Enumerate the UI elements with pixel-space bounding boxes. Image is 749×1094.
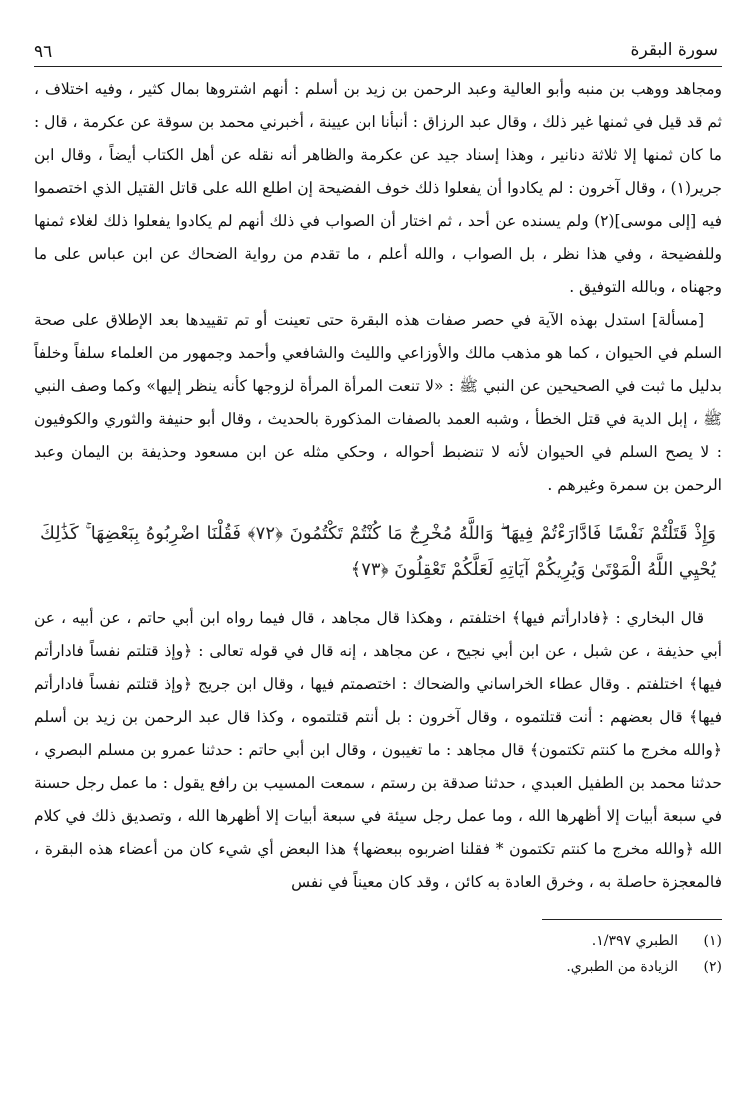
footnote-number: (١) (703, 933, 722, 949)
surah-name: سورة البقرة (630, 40, 718, 60)
paragraph: ومجاهد ووهب بن منبه وأبو العالية وعبد الرحمن بن زيد بن أسلم : أنهم اشتروها بمال كثير ، وفيه اختلاف ، ثم قد قيل في ثمنها غير ذلك ، وقال عبد الرزاق : أنبأنا ابن عيينة ، أخبرني محمد بن سوقة عن عكرمة ، قال : ما كان ثمنها إلا ثلاثة دنانير ، وهذا إسناد جيد عن عكرمة والظاهر أنه نقله عن أهل الكتاب أيضاً ، وقال ابن جرير(١) ، وقال آخرون : لم يكادوا أن يفعلوا ذلك خوف الفضيحة إن اطلع الله على قاتل القتيل الذي اختصموا فيه [إلى موسى](٢) ولم يسنده عن أحد ، ثم اختار أن الصواب في ذلك أنهم لم يكادوا يفعلوا ذلك لغلاء ثمنها وللفضيحة ، وفي هذا نظر ، بل الصواب ، والله أعلم ، ما تقدم من رواية الضحاك عن ابن عباس على ما وجهناه ، وبالله التوفيق . (34, 80, 723, 296)
paragraph-masalah: [مسألة] استدل بهذه الآية في حصر صفات هذه البقرة حتى تعينت أو تم تقييدها بعد الإطلاق على صحة السلم في الحيوان ، كما هو مذهب مالك والأوزاعي والليث والشافعي وأحمد وجمهور من العلماء سلفاً وخلفاً بدليل ما ثبت في الصحيحين عن النبي ﷺ : «لا تنعت المرأة المرأة لزوجها كأنه ينظر إليها» وكما وصف النبي ﷺ ، إبل الدية في قتل الخطأ ، وشبه العمد بالصفات المذكورة بالحديث ، وقال أبو حنيفة والثوري والكوفيون : لا يصح السلم في الحيوان لأنه لا تنضبط أحواله ، وحكي مثله عن ابن مسعود وحذيفة بن اليمان وعبد الرحمن بن سمرة وغيرهم . (34, 311, 723, 494)
quran-verse: وَإِذْ قَتَلْتُمْ نَفْسًا فَادَّارَءْتُمْ فِيهَا ۖ وَاللَّهُ مُخْرِجٌ مَا كُنْتُمْ تَكْتُمُونَ ﴿٧٢﴾ فَقُلْنَا اضْرِبُوهُ بِبَعْضِهَا ۚ كَذَٰلِكَ يُحْيِي اللَّهُ الْمَوْتَىٰ وَيُرِيكُمْ آيَاتِهِ لَعَلَّكُمْ تَعْقِلُونَ ﴿٧٣﴾ (40, 523, 716, 580)
footnotes (34, 928, 722, 980)
footnote-divider (542, 919, 722, 920)
page-header (34, 30, 722, 67)
footnote (34, 928, 722, 954)
main-text (34, 73, 722, 502)
page-number: ٩٦ (34, 42, 53, 62)
footnote (34, 954, 722, 980)
footnote-number: (٢) (703, 959, 722, 975)
book-page (34, 30, 722, 1070)
paragraph-commentary: قال البخاري : ﴿فادارأتم فيها﴾ اختلفتم ، وهكذا قال مجاهد ، قال فيما رواه ابن أبي حاتم ، عن أبيه ، عن أبي حذيفة ، عن شبل ، عن ابن أبي نجيح ، عن مجاهد ، إنه قال في قوله تعالى : ﴿وإذ قتلتم نفساً فادارأتم فيها﴾ اختلفتم . وقال عطاء الخراساني والضحاك : اختصمتم فيها ، وقال ابن جريج ﴿وإذ قتلتم نفساً فادارأتم فيها﴾ قال بعضهم : أنت قتلتموه ، وقال آخرون : بل أنتم قتلتموه ، وكذا قال عبد الرحمن بن زيد بن أسلم ﴿والله مخرج ما كنتم تكتمون﴾ قال مجاهد : ما تغيبون ، وقال ابن أبي حاتم : حدثنا عمرو بن مسلم البصري ، حدثنا محمد بن الطفيل العبدي ، حدثنا صدقة بن رستم ، سمعت المسيب بن رافع يقول : ما عمل رجل حسنة في سبعة أبيات إلا أظهرها الله ، وما عمل رجل سيئة في سبعة أبيات إلا أظهرها الله ، وتصديق ذلك في كلام الله ﴿والله مخرج ما كنتم تكتمون * فقلنا اضربوه ببعضها﴾ هذا البعض أي شيء كان من أعضاء هذه البقرة ، فالمعجزة حاصلة به ، وخرق العادة به كائن ، وقد كان معيناً في نفس (34, 609, 722, 891)
commentary-text (34, 602, 722, 899)
footnote-text: الزيادة من الطبري. (566, 959, 678, 975)
footnote-text: الطبري ١/٣٩٧. (591, 933, 678, 949)
